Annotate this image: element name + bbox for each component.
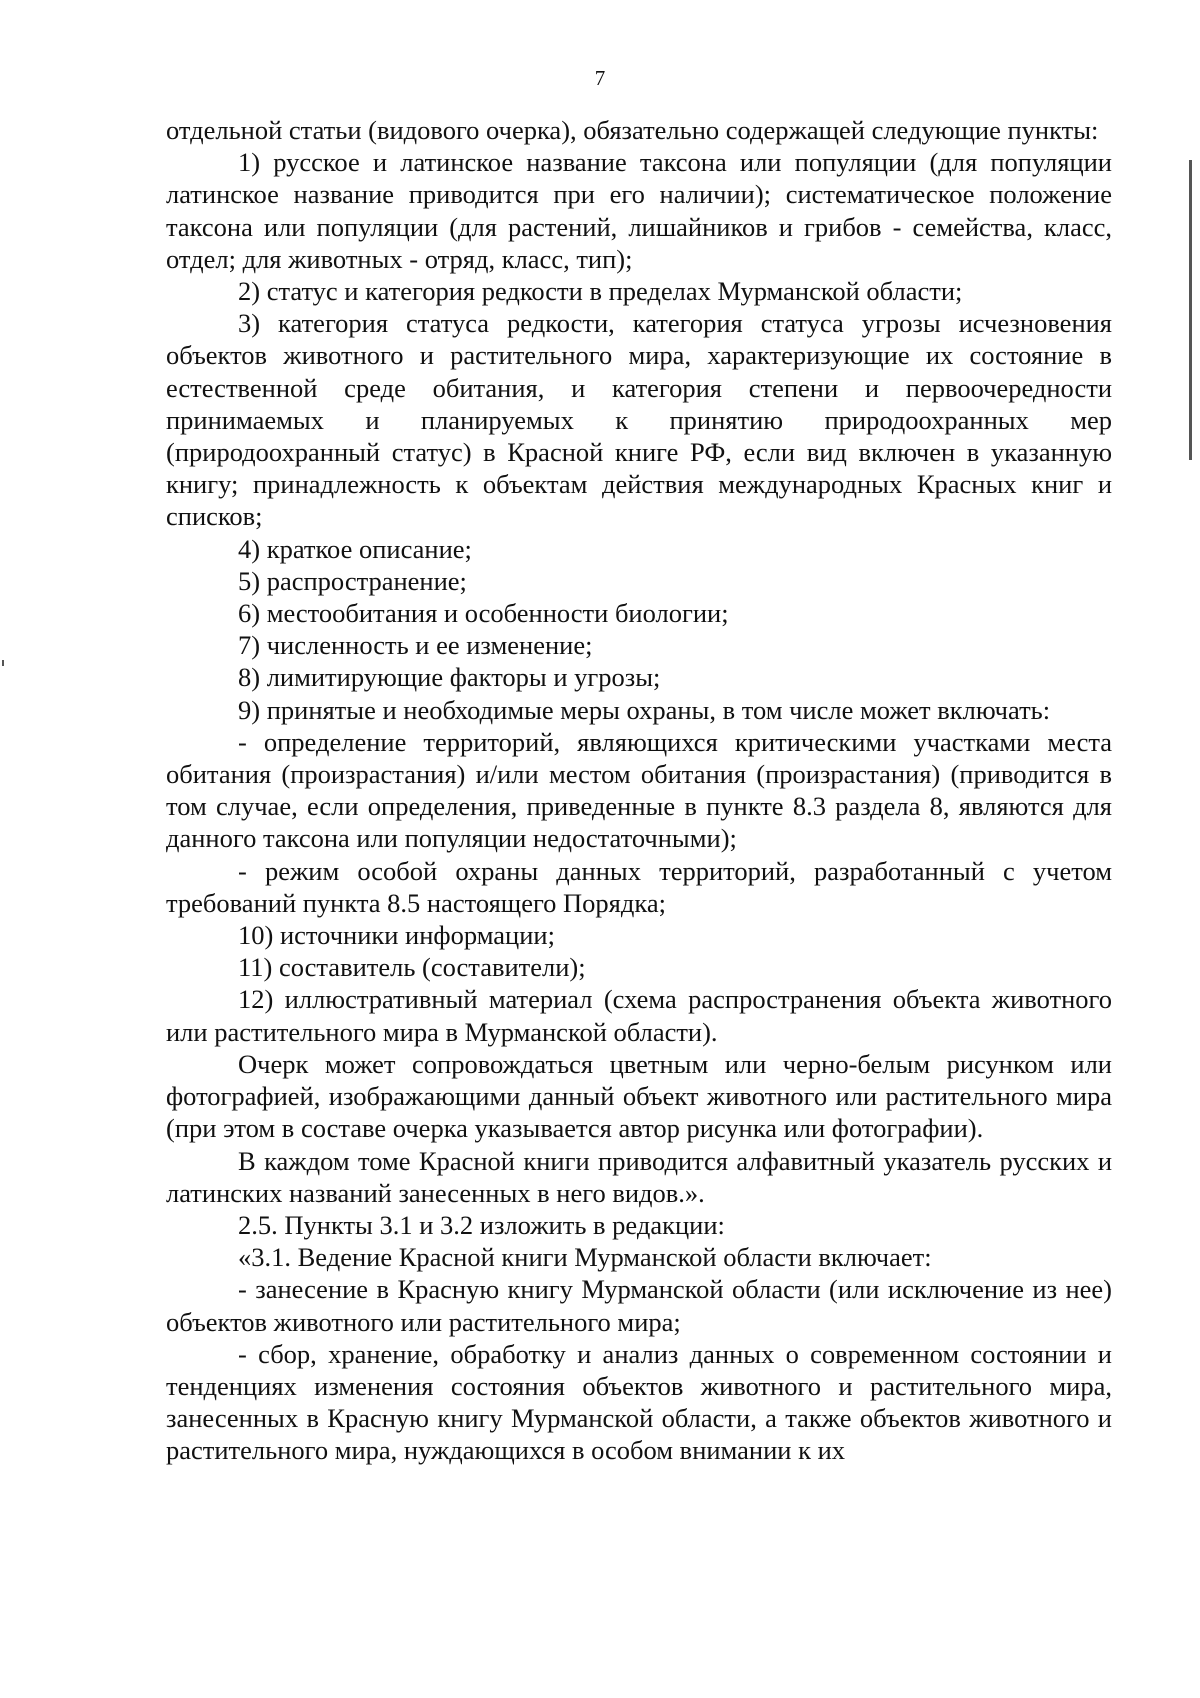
paragraph: отдельной статьи (видового очерка), обязательно содержащей следующие пункты: bbox=[166, 115, 1099, 145]
list-item: 9) принятые и необходимые меры охраны, в том числе может включать: bbox=[238, 694, 1051, 725]
paragraph: Очерк может сопровождаться цветным или черно-белым рисунком или фотографией, изображающими данный объект животного или растительного мира (при этом в составе очерка указывается автор рисунка или фотографии). bbox=[166, 1048, 1112, 1144]
list-item: 10) источники информации; bbox=[238, 920, 555, 951]
page-number: 7 bbox=[594, 66, 606, 90]
sub-list-item: - определение территорий, являющихся критическими участками места обитания (произрастания) и/или местом обитания (произрастания) (приводится в том случае, если определения, приведенные в пункте 8.3 раздела 8, являются для данного таксона или популяции недостаточными); bbox=[166, 726, 1112, 854]
body-text bbox=[166, 114, 1112, 1467]
list-item: 5) распространение; bbox=[238, 565, 467, 596]
paragraph: В каждом томе Красной книги приводится алфавитный указатель русских и латинских названий занесенных в него видов.». bbox=[166, 1145, 1112, 1208]
list-item: 12) иллюстративный материал (схема распространения объекта животного или растительного мира в Мурманской области). bbox=[166, 984, 1112, 1047]
list-item: 8) лимитирующие факторы и угрозы; bbox=[238, 662, 661, 693]
list-item: 11) составитель (составители); bbox=[238, 952, 586, 983]
list-item: 7) численность и ее изменение; bbox=[238, 630, 593, 661]
list-item: 4) краткое описание; bbox=[238, 533, 472, 564]
sub-list-item: - занесение в Красную книгу Мурманской области (или исключение из нее) объектов животного или растительного мира; bbox=[166, 1274, 1112, 1337]
list-item: 2) статус и категория редкости в пределах Мурманской области; bbox=[238, 276, 963, 307]
sub-list-item: - режим особой охраны данных территорий, разработанный с учетом требований пункта 8.5 настоящего Порядка; bbox=[166, 855, 1112, 918]
paragraph: 2.5. Пункты 3.1 и 3.2 изложить в редакции: bbox=[238, 1209, 725, 1240]
paragraph: «3.1. Ведение Красной книги Мурманской области включает: bbox=[238, 1242, 932, 1273]
list-item: 1) русское и латинское название таксона или популяции (для популяции латинское название приводится при его наличии); систематическое положение таксона или популяции (для растений, лишайников и грибов - семейства, класс, отдел; для животных - отряд, класс, тип); bbox=[166, 147, 1112, 274]
scan-edge-mark bbox=[2, 660, 4, 666]
list-item: 6) местообитания и особенности биологии; bbox=[238, 598, 729, 629]
scan-edge-mark bbox=[1189, 160, 1192, 460]
list-item: 3) категория статуса редкости, категория статуса угрозы исчезновения объектов животного и растительного мира, характеризующие их состояние в естественной среде обитания, и категория степени и первоочередности принимаемых и планируемых к принятию природоохранных мер (природоохранный статус) в Красной книге РФ, если вид включен в указанную книгу; принадлежность к объектам действия международных Красных книг и списков; bbox=[166, 308, 1112, 532]
sub-list-item: - сбор, хранение, обработку и анализ данных о современном состоянии и тенденциях изменения состояния объектов животного и растительного мира, занесенных в Красную книгу Мурманской области, а также объектов животного и растительного мира, нуждающихся в особом внимании к их bbox=[166, 1338, 1112, 1466]
